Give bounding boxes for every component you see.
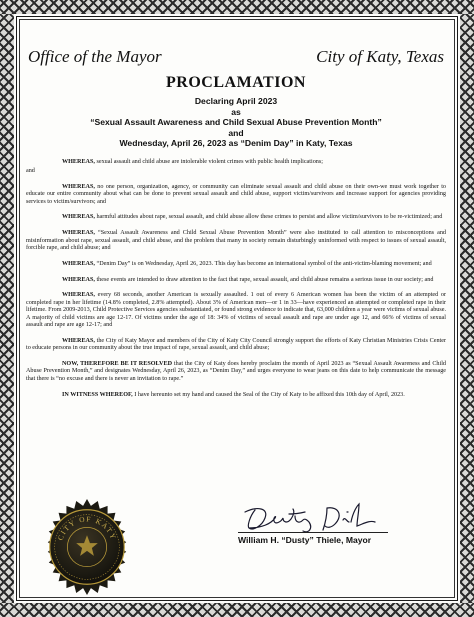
proclamation-subheading <box>26 96 446 149</box>
subheading-line: Declaring April 2023 <box>194 96 278 106</box>
subheading-line: “Sexual Assault Awareness and Child Sexual Abuse Prevention Month” <box>90 117 382 127</box>
whereas-paragraph: WHEREAS, the City of Katy Mayor and members of the City of Katy City Council strongly support the efforts of Katy Christian Ministries Crisis Center to educate persons in our community about the true impact of rape, sexual assault, and child abuse; <box>26 337 446 352</box>
whereas-paragraph: WHEREAS, “Sexual Assault Awareness and Child Sexual Abuse Prevention Month” were also instituted to call attention to misconceptions and misinformation about rape, sexual assault, and child abuse, and the problem that many in society remain disturbingly uninformed with respect to issues of sexual assault, forcible rape, and child abuse; and <box>26 230 446 251</box>
whereas-paragraph: WHEREAS, no one person, organization, agency, or community can eliminate sexual assault and child abuse on their own-we must work together to educate our entire community about what can be done to prevent sexual assault and child abuse, support victim/survivors and increase support for agencies providing services to victim/survivors; and <box>26 183 446 205</box>
whereas-paragraph: WHEREAS, every 68 seconds, another American is sexually assaulted. 1 out of every 6 American women has been the victim of an attempted or completed rape in her lifetime (14.8% completed, 2.8% attempted). About 3% of American men—or 1 in 33—have experienced an attempted or completed rape in their lifetime. From 2009-2013, Child Protective Services agencies substantiated, or found strong evidence to indicate that, 63,000 children a year were victims of sexual abuse. A majority of child victims are age 12-17. Of victims under the age of 18: 34% of victims of sexual assault and rape are under age 12, and 66% of victims of sexual assault and rape are age 12-17; and <box>26 292 446 328</box>
signature-line <box>238 532 388 533</box>
subheading-line: and <box>228 127 244 138</box>
proclamation-body <box>26 159 446 399</box>
whereas-paragraph: WHEREAS, these events are intended to draw attention to the fact that rape, sexual assault, and child abuse remains a serious issue in our society; and <box>62 276 434 283</box>
signer-name: William H. “Dusty” Thiele, Mayor <box>238 535 372 545</box>
witness-paragraph: IN WITNESS WHEREOF, I have hereunto set my hand and caused the Seal of the City of Katy to be affixed this 10th day of April, 2023. <box>62 391 405 398</box>
office-title: Office of the Mayor <box>28 47 162 66</box>
whereas-paragraph: WHEREAS, harmful attitudes about rape, sexual assault, and child abuse allow these crimes to persist and allow victim/survivors to be re-victimized; and <box>62 214 443 221</box>
letterhead <box>26 46 446 68</box>
paragraph-trailer: and <box>26 167 35 174</box>
resolution-paragraph: NOW, THEREFORE BE IT RESOLVED that the City of Katy does hereby proclaim the month of April 2023 as “Sexual Assault Awareness and Child Abuse Prevention Month,” and designates Wednesday, April 26, 2023, as “Denim Day,” and urges everyone to wear jeans on this date to help communicate the message that there is “no excuse and there is never an invitation to rape.” <box>26 360 446 382</box>
whereas-paragraph: WHEREAS, sexual assault and child abuse are intolerable violent crimes with public health implications; <box>62 158 323 165</box>
subheading-line: Wednesday, April 26, 2023 as “Denim Day” in Katy, Texas <box>119 138 353 148</box>
seal-text: CITY OF KATY <box>55 514 119 542</box>
subheading-line: as <box>231 106 241 117</box>
document-title: PROCLAMATION <box>166 74 306 91</box>
document-content <box>26 24 446 407</box>
city-title: City of Katy, Texas <box>316 47 444 66</box>
whereas-paragraph: WHEREAS, “Denim Day” is on Wednesday, April 26, 2023. This day has become an international symbol of the anti-victim-blaming movement; and <box>62 260 432 267</box>
city-seal-icon <box>38 498 136 596</box>
